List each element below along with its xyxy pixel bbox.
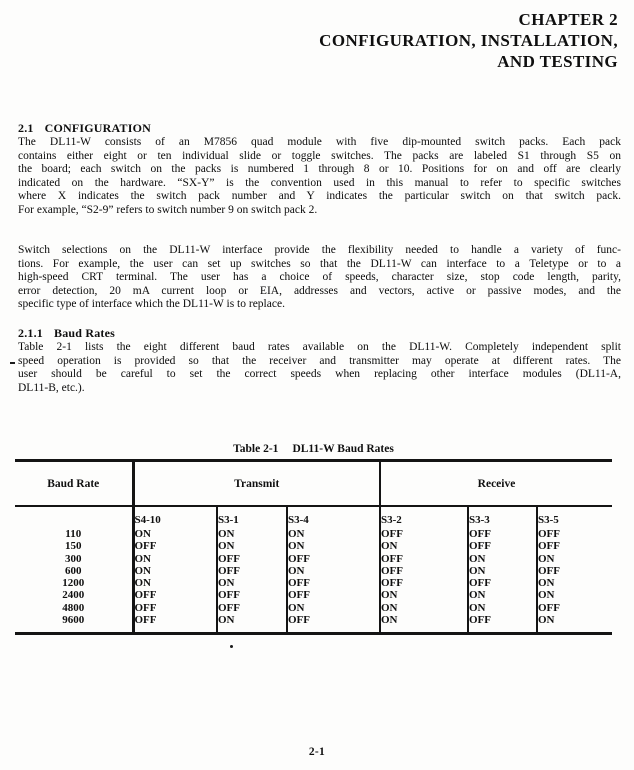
chapter-number: CHAPTER 2	[518, 10, 618, 29]
subheader-empty-cell	[15, 506, 133, 528]
table-row	[15, 589, 612, 601]
page-footer	[0, 746, 634, 758]
section-number: 2.1	[18, 121, 34, 135]
group-header-receive: Receive	[380, 461, 612, 507]
table-row	[15, 614, 612, 634]
table-row	[15, 553, 612, 565]
switch-setting-cell: OFF	[380, 577, 468, 589]
table-caption	[15, 443, 612, 455]
table-caption-title: DL11-W Baud Rates	[292, 443, 394, 455]
switch-setting-cell: ON	[380, 614, 468, 634]
subheader-switch-cell: S3-2	[380, 506, 468, 528]
text-line: specific type of interface which the DL11-W is to replace.	[18, 298, 285, 311]
text-line: high-speed CRT terminal. The user has a choice of speeds, character size, stop code length, parity,	[18, 271, 621, 284]
switch-setting-cell: ON	[380, 602, 468, 614]
text-line: tions. For example, the user can set up switches so that the DL11-W can interface to a Teletype or to a	[18, 257, 621, 270]
switch-setting-cell: OFF	[133, 602, 217, 614]
switch-setting-cell: OFF	[287, 577, 380, 589]
table-row	[15, 540, 612, 552]
switch-setting-cell: ON	[133, 565, 217, 577]
switch-setting-cell: OFF	[133, 614, 217, 634]
table-row	[15, 577, 612, 589]
text-line: For example, “S2-9” refers to switch number 9 on switch pack 2.	[18, 203, 318, 216]
text-line: speed operation is provided so that the receiver and transmitter may operate at different rates. The	[18, 354, 621, 367]
switch-setting-cell: OFF	[468, 577, 537, 589]
switch-setting-cell: ON	[380, 589, 468, 601]
table-caption-label: Table 2-1	[233, 443, 279, 455]
chapter-title-line-1: CONFIGURATION, INSTALLATION,	[319, 31, 618, 50]
baud-rate-cell: 600	[15, 565, 133, 577]
text-line: user should be careful to set the correct speeds when replacing other interface modules (DL11-A,	[18, 368, 621, 381]
group-header-transmit: Transmit	[133, 461, 380, 507]
table-row	[15, 565, 612, 577]
switch-setting-cell: ON	[538, 614, 555, 627]
switch-setting-cell: OFF	[380, 553, 468, 565]
switch-setting-cell: ON	[287, 602, 380, 614]
switch-setting-cell: ON	[217, 528, 287, 540]
switch-setting-cell: OFF	[380, 565, 468, 577]
switch-setting-cell: ON	[287, 565, 380, 577]
baud-rate-cell: 1200	[15, 577, 133, 589]
subheader-switch-cell: S3-1	[217, 506, 287, 528]
subheader-switch-cell: S4-10	[133, 506, 217, 528]
text-line: error detection, 20 mA current loop or EIA, addresses and vectors, active or passive modes, and the	[18, 284, 621, 297]
switch-setting-cell: OFF	[380, 528, 468, 540]
text-line: Switch selections on the DL11-W interface provide the flexibility needed to handle a variety of func-	[18, 244, 621, 256]
switch-setting-cell: ON	[217, 577, 287, 589]
section-heading-configuration	[18, 122, 151, 135]
switch-setting-cell: OFF	[133, 589, 217, 601]
table-row	[15, 602, 612, 614]
baud-rate-cell: 4800	[15, 602, 133, 614]
chapter-title-line-2: AND TESTING	[497, 52, 618, 71]
switch-setting-cell: OFF	[538, 601, 560, 614]
switch-setting-cell: ON	[468, 553, 537, 565]
section-heading-baud-rates	[18, 327, 115, 340]
text-line: indicated on the hardware. “SX-Y” is the convention used in this manual to refer to specific switches	[18, 176, 621, 189]
switch-setting-cell: OFF	[287, 553, 380, 565]
switch-setting-cell: ON	[133, 528, 217, 540]
table-group-header-row	[15, 461, 612, 507]
switch-setting-cell: ON	[287, 528, 380, 540]
text-line: contains either eight or ten individual slide or toggle switches. The packs are labeled S1 through S5 on	[18, 149, 621, 162]
paragraph-configuration-1	[18, 136, 621, 218]
switch-setting-cell: OFF	[538, 528, 560, 540]
switch-setting-cell: ON	[217, 614, 287, 634]
switch-setting-cell: ON	[380, 540, 468, 552]
switch-setting-cell: OFF	[217, 553, 287, 565]
switch-setting-cell: ON	[468, 565, 537, 577]
switch-setting-cell: ON	[133, 577, 217, 589]
subheader-switch-cell: S3-5	[538, 513, 559, 526]
page-number: 2-1	[308, 746, 326, 758]
text-line: The DL11-W consists of an M7856 quad module with five dip-mounted switch packs. Each pack	[18, 136, 621, 148]
baud-rate-cell: 150	[15, 540, 133, 552]
baud-rates-table	[15, 459, 612, 635]
switch-setting-cell: OFF	[468, 528, 537, 540]
text-line: the board; each switch on the packs is numbered 1 through 8 or 10. Positions for on and off are clearly	[18, 163, 621, 176]
switch-setting-cell: OFF	[287, 614, 380, 634]
subheader-switch-cell: S3-4	[287, 506, 380, 528]
switch-setting-cell: ON	[538, 552, 555, 565]
scan-artifact-dash	[10, 362, 15, 364]
switch-setting-cell: OFF	[468, 540, 537, 552]
section-number: 2.1.1	[18, 326, 43, 340]
table-body	[15, 506, 612, 634]
table-subheader-row	[15, 506, 612, 528]
baud-rate-cell: 2400	[15, 589, 133, 601]
switch-setting-cell: OFF	[538, 564, 560, 577]
switch-setting-cell: ON	[133, 553, 217, 565]
text-line: Table 2-1 lists the eight different baud rates available on the DL11-W. Completely independent split	[18, 341, 621, 353]
switch-setting-cell: ON	[468, 602, 537, 614]
switch-setting-cell: OFF	[468, 614, 537, 634]
switch-setting-cell: OFF	[217, 565, 287, 577]
switch-setting-cell: OFF	[538, 540, 560, 553]
switch-setting-cell: ON	[468, 589, 537, 601]
scan-artifact-dot	[230, 645, 233, 648]
column-header-baud-rate: Baud Rate	[15, 461, 133, 507]
text-line: DL11-B, etc.).	[18, 381, 85, 394]
section-title: CONFIGURATION	[44, 121, 151, 135]
baud-rate-cell: 300	[15, 553, 133, 565]
subheader-switch-cell: S3-3	[468, 506, 537, 528]
switch-setting-cell: OFF	[217, 589, 287, 601]
section-title: Baud Rates	[54, 326, 116, 340]
switch-setting-cell: ON	[538, 589, 555, 602]
switch-setting-cell: OFF	[217, 602, 287, 614]
switch-setting-cell: ON	[287, 540, 380, 552]
switch-setting-cell: ON	[217, 540, 287, 552]
switch-setting-cell: OFF	[133, 540, 217, 552]
chapter-header	[319, 9, 618, 72]
table-row	[15, 528, 612, 540]
switch-setting-cell: OFF	[287, 589, 380, 601]
paragraph-configuration-2	[18, 244, 621, 312]
baud-rate-cell: 110	[15, 528, 133, 540]
paragraph-baud-rates	[18, 341, 621, 395]
text-line: where X indicates the switch pack number and Y indicates the particular switch on that switch pack.	[18, 190, 621, 203]
switch-setting-cell: ON	[538, 577, 555, 590]
baud-rate-cell: 9600	[15, 614, 133, 634]
